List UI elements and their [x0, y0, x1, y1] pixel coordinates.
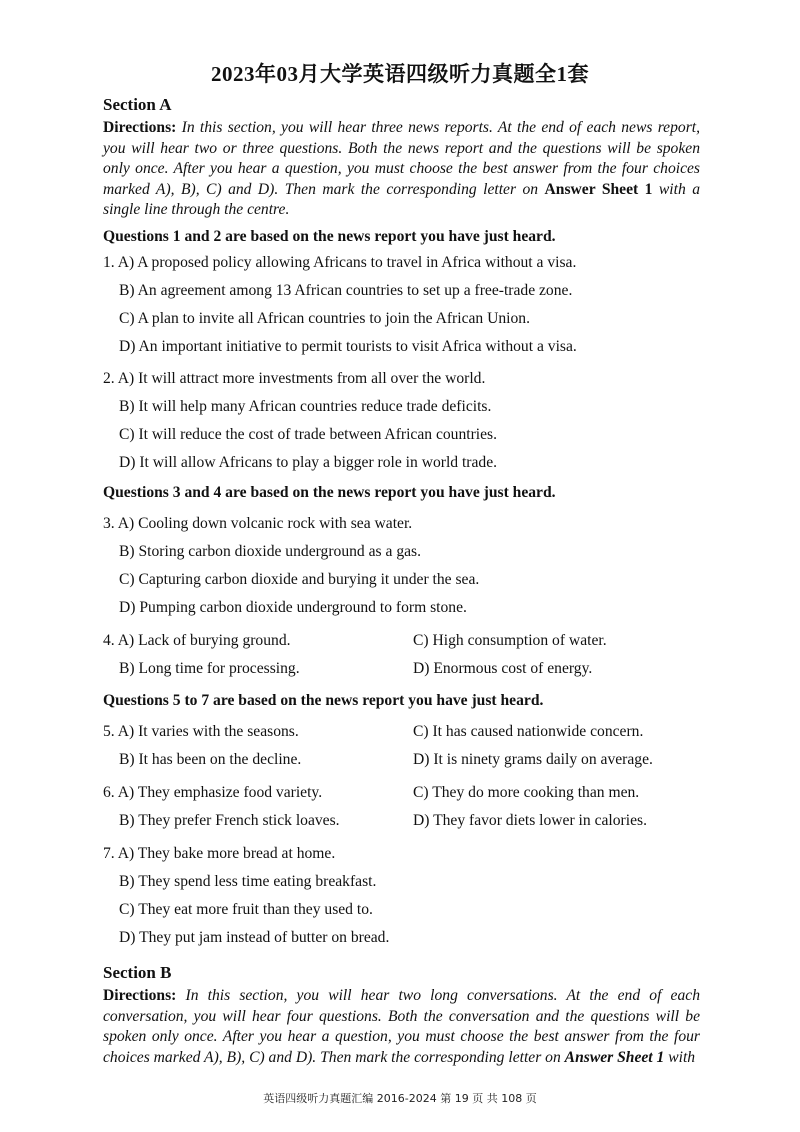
q1-option-d: D) An important initiative to permit tourists to visit Africa without a visa. [119, 338, 577, 355]
q7-option-d: D) They put jam instead of butter on bread. [119, 929, 390, 946]
q1-option-a: 1. A) A proposed policy allowing Africans to travel in Africa without a visa. [103, 254, 577, 271]
q4-option-a: 4. A) Lack of burying ground. [103, 632, 291, 649]
section-a-directions [103, 118, 700, 221]
q5-option-b: B) It has been on the decline. [119, 751, 302, 768]
q5-option-d: D) It is ninety grams daily on average. [413, 751, 653, 768]
q3-option-b: B) Storing carbon dioxide underground as a gas. [119, 543, 421, 560]
q4-option-d: D) Enormous cost of energy. [413, 660, 593, 677]
q2-option-a: 2. A) It will attract more investments from all over the world. [103, 370, 486, 387]
q4-option-c: C) High consumption of water. [413, 632, 607, 649]
question-group-header: Questions 3 and 4 are based on the news report you have just heard. [103, 484, 556, 501]
answer-sheet-ref: Answer Sheet 1 [564, 1048, 665, 1066]
q2-option-b: B) It will help many African countries reduce trade deficits. [119, 398, 492, 415]
q3-option-c: C) Capturing carbon dioxide and burying it under the sea. [119, 571, 480, 588]
directions-label: Directions: [103, 987, 177, 1004]
section-b-directions [103, 986, 700, 1068]
q1-option-c: C) A plan to invite all African countries to join the African Union. [119, 310, 530, 327]
q3-option-d: D) Pumping carbon dioxide underground to form stone. [119, 599, 467, 616]
q6-option-b: B) They prefer French stick loaves. [119, 812, 340, 829]
q1-option-b: B) An agreement among 13 African countries to set up a free-trade zone. [119, 282, 573, 299]
q6-option-c: C) They do more cooking than men. [413, 784, 640, 801]
q5-option-a: 5. A) It varies with the seasons. [103, 723, 299, 740]
directions-text: In this section, you will hear two long conversations. At the end of each conversation, you will hear four questions. Both the conversation and the questions will be spoken only once. After you hear a question, you must choose the best answer from the four choices marked A), B), C) and D). Then mark the corresponding letter on [103, 987, 700, 1066]
section-a-heading: Section A [103, 95, 172, 114]
q7-option-b: B) They spend less time eating breakfast. [119, 873, 377, 890]
q2-option-c: C) It will reduce the cost of trade between African countries. [119, 426, 498, 443]
section-b-heading: Section B [103, 963, 172, 982]
directions-label: Directions: [103, 119, 177, 136]
q2-option-d: D) It will allow Africans to play a bigger role in world trade. [119, 454, 498, 471]
answer-sheet-ref: Answer Sheet 1 [544, 180, 653, 198]
question-group-header: Questions 1 and 2 are based on the news report you have just heard. [103, 228, 556, 245]
directions-text: In this section, you will hear three news reports. At the end of each news report, you will hear two or three questions. Both the news report and the questions will be spoken only once. After you hear a question, you must choose the best answer from the four choices marked A), B), C) and D). Then mark the corresponding letter on [103, 119, 701, 198]
q5-option-c: C) It has caused nationwide concern. [413, 723, 644, 740]
page-title: 2023年03月大学英语四级听力真题全1套 [211, 62, 589, 86]
q3-option-a: 3. A) Cooling down volcanic rock with sea water. [103, 515, 413, 532]
directions-text-end: with a single line through the centre. [103, 180, 700, 219]
q4-option-b: B) Long time for processing. [119, 660, 300, 677]
question-group-header: Questions 5 to 7 are based on the news report you have just heard. [103, 692, 544, 709]
q6-option-d: D) They favor diets lower in calories. [413, 812, 647, 829]
q6-option-a: 6. A) They emphasize food variety. [103, 784, 323, 801]
q7-option-a: 7. A) They bake more bread at home. [103, 845, 336, 862]
page-footer: 英语四级听力真题汇编 2016-2024 第 19 页 共 108 页 [263, 1092, 537, 1105]
q7-option-c: C) They eat more fruit than they used to. [119, 901, 373, 918]
directions-text-end: with [668, 1048, 696, 1066]
